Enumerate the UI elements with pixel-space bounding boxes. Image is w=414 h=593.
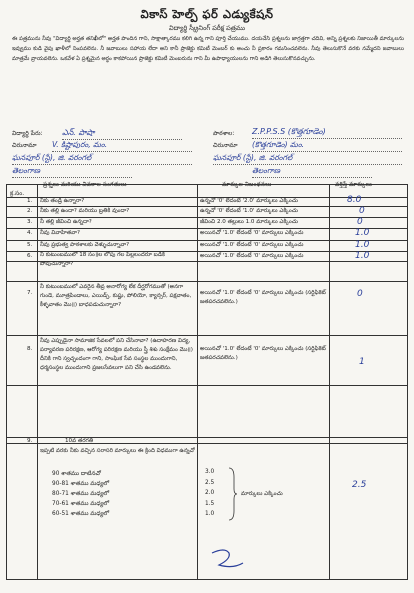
row-9-sno: 9. [27, 438, 33, 444]
row-4-score[interactable]: 1.0 [355, 228, 370, 238]
school-address-line-2[interactable]: ఘనపూర్ (స్టే), జి. వరంగల్ [213, 153, 402, 165]
address-line-2[interactable]: ఘనపూర్ (స్టే), జి. వరంగల్ [12, 153, 192, 165]
grade-marks-4: 1.5 [205, 500, 215, 507]
school-label: పాఠశాల: [213, 130, 235, 137]
row-7-basis: అయినచో '1.0' లేదంటే '0' మార్కులు ఎక్కించు (సర్టిఫికెట్ జతపరచవలెను.) [200, 290, 326, 305]
row-1-sno: 1. [27, 198, 33, 204]
header-score: వర్తిస్తే మార్కులు [335, 181, 372, 188]
school-address-label: చిరునామా [213, 142, 238, 149]
page-title: వికాస్ హెల్ప్ ఫర్ ఎడ్యుకేషన్ [140, 7, 274, 21]
school-value[interactable]: Z.P.P.S.S (కొత్తగూడెం) [252, 127, 402, 139]
row-8-question: నీవు ఎప్పుడైనా సామాజిక సేవలలో పని చేసినావా? (ఉదాహరణ విద్య, పర్యావరణ పరిరక్షణ, ఆరోగ్య పరిరక్షణ మరియు స్త్రీ శిశు సంక్షేమం మొ॥) దీనికి గాని స్వచ్ఛందంగా గాని, సాంఘిక సేవ సంస్థల ముందుగాని, ధర్మసంస్థల ముందుగాని ప్రజలసేవలుగా పని చేసి ఉండవలెను. [40, 338, 193, 371]
row-4-basis: అయినచో '1.0' లేదంటే '0' మార్కులు ఎక్కించు [200, 230, 304, 236]
row-1-question: నీకు తండ్రి ఉన్నారా? [40, 198, 85, 204]
address-label: చిరునామా [12, 142, 37, 149]
row-2-basis: ఉన్నచో '0' లేదంటే '1.0' మార్కులు ఎక్కించు [200, 208, 298, 214]
row-2-sno: 2. [27, 208, 33, 214]
grade-range-2: 90-81 శాతము మధ్యలో [52, 481, 110, 487]
address-line-3[interactable]: తెలంగాణ [12, 166, 132, 178]
row-6-basis: అయినచో '1.0' లేదంటే '0' మార్కులు ఎక్కించు [200, 253, 304, 259]
school-address-line-1[interactable]: (కొత్తగూడెం) మం. [252, 140, 402, 152]
header-marks-basis: మార్కుల నిబంధనలు [222, 181, 272, 188]
instructions-paragraph: ఈ పత్రమును నీవు "విద్యార్థి అర్హత తనిఖీలో" అర్హత పొందిన గాని, సాక్షాత్కారము కలిగి ఉన్న గాని పూర్తి చేయుము. దయచేసి ప్రశ్నలను జాగ్రత్తగా చదివి, అన్ని ప్రశ్నలకు నిజాయితీ మార్కులను ఇవ్వుము కుడి వైపు ఖాళీలో నింపవలెను. నీ జవాబులు సహాయ లేదా అని కానీ ప్రాజెక్టు కమిటీ మెంబర్ కు అంచు నీ ప్రకారం గమనించవలెను. నీవు తెలుసుకొనే వరకు నమ్మేదని జవాబులు మాత్రమే వ్రాయవలెను. ఒకవేళ ఏ ప్రశ్నమైన అర్థం కాకపోయిన ప్రాజెక్టు కమిటీ మెంబరును గాని మీ ఉపాధ్యాయులను గాని అడిగి తెలుసుకొనవచ్చును. [12, 36, 404, 62]
row-7-question: నీ కుటుంబములో ఎవరైన తీవ్ర అనారోగ్య లేక దీర్ఘరోగముతో (అనగా గుండె, మూత్రపిండాలు, ఎయిడ్స్, కుష్టు, పోలియో, క్యాన్సర్, పక్షవాతం, కీళ్ళవాతం మొ॥) బాధపడుచున్నారా? [40, 284, 192, 308]
row-5-question: నీవు ప్రభుత్వ పాఠశాలకు వెళ్ళుచున్నావా? [40, 242, 130, 248]
student-name-label: విద్యార్థి పేరు: [12, 130, 43, 137]
row-1-basis: ఉన్నచో '0' లేదంటే '2.0' మార్కులు ఎక్కించు [200, 198, 298, 204]
row-8-basis: అయినచో '1.0' లేదంటే '0' మార్కులు ఎక్కించు (సర్టిఫికెట్ జతపరచవలెను.) [200, 346, 326, 361]
signature [207, 545, 247, 573]
screening-table [6, 181, 408, 580]
grade-marks-2: 2.5 [205, 479, 215, 486]
page-subtitle: విద్యార్థి స్క్రీనింగ్ పరీక్ష పత్రము [169, 24, 245, 32]
grade-range-5: 60-51 శాతము మధ్యలో [52, 511, 110, 517]
row-9-basis: మార్కులు ఎక్కించు [241, 491, 283, 497]
row-3-question: నీ తల్లి జీవించి ఉన్నదా? [40, 219, 92, 225]
header-sno: క్ర.సం. [10, 190, 25, 197]
student-name-value[interactable]: ఎన్. పాషా [62, 128, 182, 140]
grade-range-3: 80-71 శాతము మధ్యలో [52, 491, 110, 497]
grade-brace-icon [227, 467, 237, 521]
row-9-sub-question: ఇప్పటి వరకు నీకు వచ్చిన సరాసరి మార్కులు ఈ క్రింది విధముగా ఉన్నచో [40, 448, 195, 454]
row-9-question: 10వ తరగతి [65, 438, 94, 444]
grade-marks-1: 3.0 [205, 469, 215, 475]
grade-range-4: 70-61 శాతము మధ్యలో [52, 501, 110, 507]
header-question: ప్రశ్నలు మరియు వివరాల సంగతులు [43, 181, 127, 188]
row-9-score[interactable]: 2.5 [352, 480, 367, 490]
row-2-score[interactable]: 0 [359, 206, 365, 216]
row-4-question: నీవు వివాహితవా? [40, 230, 80, 236]
grade-marks-5: 1.0 [205, 511, 215, 517]
grade-range-1: 90 శాతము దాటినచో [52, 471, 101, 477]
row-8-sno: 8. [27, 346, 33, 352]
row-3-basis: జీవించి 2.0 తల్లులు 1.0 మార్కులు ఎక్కించు [200, 219, 298, 225]
row-7-score[interactable]: 0 [357, 289, 363, 299]
address-line-1[interactable]: V. కిష్టాపురం, మం. [52, 140, 192, 152]
row-8-score[interactable]: 1 [359, 357, 365, 367]
row-3-sno: 3. [27, 219, 33, 225]
row-4-sno: 4. [27, 230, 33, 236]
row-7-sno: 7. [27, 290, 33, 296]
row-6-score[interactable]: 1.0 [355, 251, 370, 261]
school-address-line-3[interactable]: తెలంగాణ [252, 166, 372, 178]
row-2-question: నీకు తల్లి ఉందా? మరియు బ్రతికి వుందా? [40, 208, 130, 214]
grade-range-list [52, 469, 192, 519]
row-5-score[interactable]: 1.0 [355, 240, 370, 250]
row-6-sno: 6. [27, 253, 33, 259]
row-5-sno: 5. [27, 242, 33, 248]
row-1-score[interactable]: 8.0 [347, 195, 362, 205]
grade-marks-3: 2.0 [205, 490, 215, 496]
row-6-question: నీ కుటుంబములో 18 సం॥ల లోపు గల పిల్లలందరూ బడికి పోవుచున్నారా? [40, 252, 165, 267]
row-3-score[interactable]: 0 [357, 217, 363, 227]
row-5-basis: అయినచో '1.0' లేదంటే '0' మార్కులు ఎక్కించు [200, 242, 304, 248]
grade-marks-list [205, 467, 229, 520]
